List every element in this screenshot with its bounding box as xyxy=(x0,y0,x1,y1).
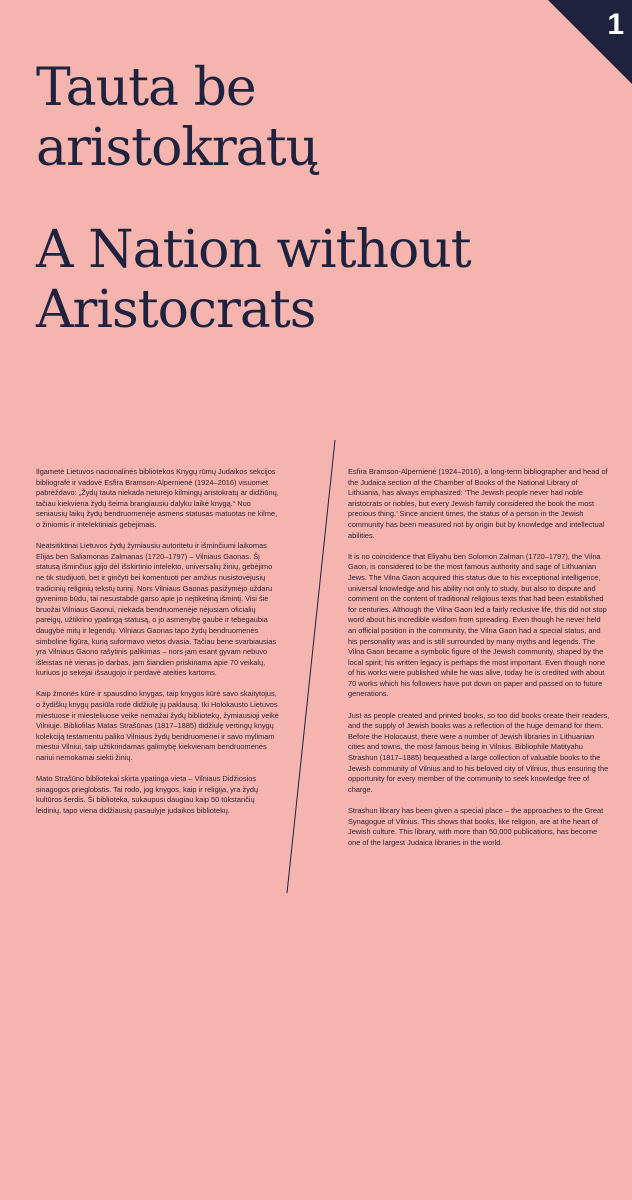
text-column-lithuanian xyxy=(36,467,280,827)
paragraph: Just as people created and printed books, so too did books create their readers, and the supply of Jewish books was a reflection of the huge demand for them. Before the Holocaust, there were a number of Jewish libraries in Lithuanian cities and towns, the most famous being in Vilnius. Bibliophile Matityahu Strashun (1817–1885) bequeathed a large collection of valuable books to the Jewish community of Vilnius and to his beloved city of Vilnius, thus ensuring the opportunity for every member of the community to seek knowledge free of charge. xyxy=(348,710,610,794)
paragraph: Kaip žmonės kūrė ir spausdino knygas, taip knygos kūrė savo skaitytojus, o žydiškų knygų pasiūla rodė didžiulę jų paklausą. Iki Holokausto Lietuvos miestuose ir miesteliuose veikė nemažai žydų bibliotekų, žymiausioji veikė Vilniuje. Bibliofilas Matas Strašūnas (1817–1885) didžiulę vertingų knygų kolekciją testamentu paliko Vilniaus žydų bendruomenei ir savo mylimam miestui Vilniui, taip užtikrindamas galimybę kiekvienam bendruomenės nariui nemokamai siekti žinių. xyxy=(36,689,279,763)
title-english: A Nation without Aristocrats xyxy=(36,220,471,340)
paragraph: Neatsitiktinai Lietuvos žydų žymiausiu autoritetu ir išminčiumi laikomas Elijas ben Saliamonas Zalmanas (1720–1797) – Vilniaus Gaonas. Šį statusą išminčius įgijo dėl išskirtinio intelekto, universalių žinių, gebėjimo ne tik studijuoti, bet ir ginčyti bei komentuoti per amžius nusistovėjusių tradicinių religinių tekstų turinį. Nors Vilniaus Gaonas pasižymėjo uždaru gyvenimo būdu, tai nesustabdė garso apie jo neįtikėtiną išmintį. Visi šie bruožai Vilniaus Gaonui, niekada bendruomenėje nėjusiam oficialių pareigų, užtikrino ypatingą statusą, o jo asmenybę gaubė ir tebegaubia daugybė mitų ir legendų. Vilniaus Gaonas tapo žydų bendruomenės simboline figūra, kurią suformavo vietos dvasia. Tačiau bene svarbiausias yra Vilniaus Gaono rašytinis palikimas – nors jam esant gyvam nebuvo išleistas nė vienas jo darbas, jam šiandien priskiriama apie 70 veikalų, kuriuos jo sekėjai išsaugojo ir perdavė ateities kartoms. xyxy=(36,541,277,678)
paragraph: Esfira Bramson-Alpernienė (1924–2016), a long-term bibliographer and head of the Judaica section of the Chamber of Books of the National Library of Lithuania, has always emphasized: ‘The Jewish people never had noble aristocrats or nobles, but every Jewish family considered the book the most precious thing.’ Since ancient times, the status of a person in the Jewish community has been measured not by origin but by knowledge and intellectual abilities. xyxy=(348,467,608,540)
paragraph: It is no coincidence that Eliyahu ben Solomon Zalman (1720–1797), the Vilna Gaon, is considered to be the most famous authority and sage of Lithuanian Jews. The Vilna Gaon acquired this status due to his exceptional intelligence, universal knowledge and his ability not only to study, but also to dispute and comment on the content of traditional religious texts that had been established for centuries. Although the Vilna Gaon led a fairly reclusive life, this did not stop word about his incredible wisdom from spreading. Even though he never held an official position in the community, the Vilna Gaon had a special status, and his personality was and is still surrounded by many myths and legends. The Vilna Gaon became a symbolic figure of the Jewish community, shaped by the local spirit; his written legacy is perhaps the most important. Even though none of his works were published while he was alive, today he is credited with about 70 works which his followers have put down on paper and passed on to future generations. xyxy=(348,551,607,699)
page-number: 1 xyxy=(607,8,624,41)
paragraph: Ilgametė Lietuvos nacionalinės bibliotekos Knygų rūmų Judaikos sekcijos bibliografė ir vadovė Esfira Bramson-Alpernienė (1924–2016) visuomet pabrėždavo: „Žydų tauta niekada neturėjo kilmingų aristokratų ar didžiūnų, tačiau kiekviena žydų šeima brangiausiu dalyku laikė knygą.“ Nuo seniausių laikų žydų bendruomenėje asmens statusas matuotas ne kilme, o žiniomis ir intelektiniais gebėjimais. xyxy=(36,467,279,529)
paragraph: Strashun library has been given a special place – the approaches to the Great Synagogue of Vilnius. This shows that books, like religion, are at the heart of Jewish culture. This library, with more than 50,000 publications, has become one of the largest Judaica libraries in the world. xyxy=(348,806,604,847)
title-lithuanian: Tauta be aristokratų xyxy=(36,58,319,178)
paragraph: Mato Strašūno bibliotekai skirta ypatinga vieta – Vilniaus Didžiosios sinagogos prieglobstis. Tai rodo, jog knygos, kaip ir religija, yra žydų kultūros šerdis. Ši biblioteka, sukaupusi daugiau kaip 50 tūkstančių leidinių, tapo viena didžiausių pasaulyje judaikos bibliotekų. xyxy=(36,774,259,815)
text-column-english xyxy=(348,467,610,859)
